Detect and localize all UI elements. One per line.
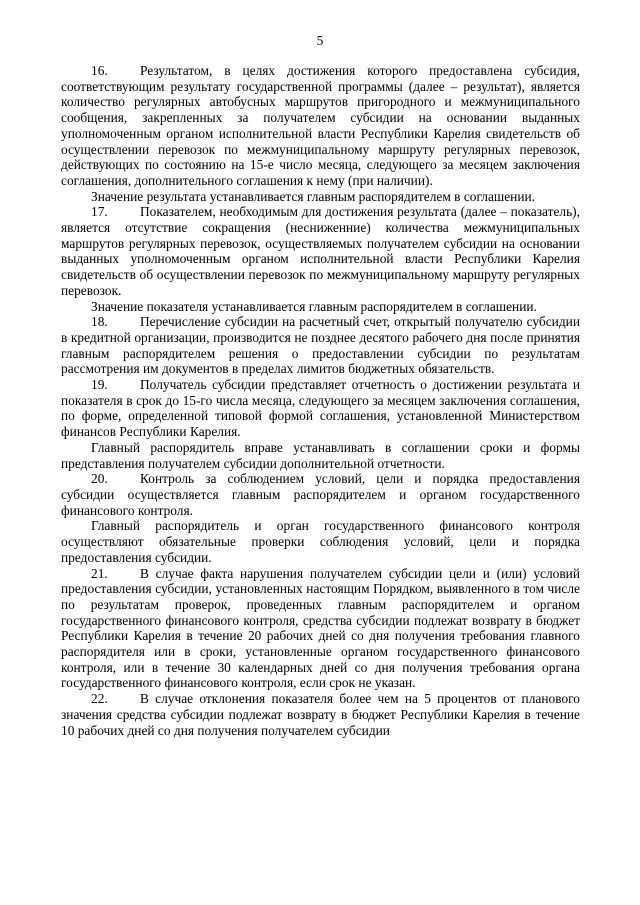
paragraph-17 bbox=[61, 204, 580, 298]
document-body bbox=[61, 63, 580, 738]
paragraph-16 bbox=[61, 63, 580, 189]
paragraph-text: Получатель субсидии представляет отчетность о достижении результата и показателя в срок до 15-го числа месяца, следующего за месяцем заключения соглашения, по форме, определенной типовой формой соглашения, установленной Министерством финансов Республики Карелия. bbox=[61, 377, 580, 440]
paragraph-19 bbox=[61, 377, 580, 440]
paragraph-16-result-value bbox=[61, 189, 580, 205]
paragraph-text: Результатом, в целях достижения которого предоставлена субсидия, соответствующим результату государственной программы (далее – результат), является количество регулярных автобусных маршрутов пригородного и межмуниципального сообщения, закрепленных за получателем субсидии на основании выданных уполномоченным органом исполнительной власти Республики Карелия свидетельств об осуществлении перевозок по межмуниципальному маршруту регулярных перевозок, действующих по состоянию на 15-е число месяца, следующего за месяцем заключения соглашения, дополнительного соглашения к нему (при наличии). bbox=[61, 63, 580, 188]
paragraph-18 bbox=[61, 314, 580, 377]
paragraph-22 bbox=[61, 691, 580, 738]
paragraph-17-indicator-value bbox=[61, 299, 580, 315]
page-number: 5 bbox=[316, 33, 324, 48]
paragraph-number: 18. bbox=[91, 314, 108, 330]
paragraph-text: В случае отклонения показателя более чем на 5 процентов от планового значения средства субсидии подлежат возврату в бюджет Республики Карелия в течение 10 рабочих дней со дня получения получателем субсидии bbox=[61, 691, 580, 738]
paragraph-number: 19. bbox=[91, 377, 108, 393]
paragraph-20-inspections bbox=[61, 518, 580, 565]
paragraph-text: Показателем, необходимым для достижения результата (далее – показатель), является отсутствие сокращения (несниженние) количества межмуниципальных маршрутов регулярных перевозок, осуществляемых получателем субсидии на основании выданных уполномоченным органом исполнительной власти Республики Карелия свидетельств об осуществлении перевозок по межмуниципальному маршруту регулярных перевозок. bbox=[61, 204, 580, 298]
paragraph-number: 17. bbox=[91, 204, 108, 220]
paragraph-text: В случае факта нарушения получателем субсидии цели и (или) условий предоставления субсидии, установленных настоящим Порядком, выявленного в том числе по результатам проверок, проведенных главным распорядителем и органом государственного финансового контроля, средства субсидии подлежат возврату в бюджет Республики Карелия в течение 20 рабочих дней со дня получения требования главного распорядителя или в сроки, установленные органом государственного финансового контроля, или в течение 30 календарных дней со дня получения требования органа государственного финансового контроля, если срок не указан. bbox=[61, 565, 580, 691]
paragraph-text: Значение показателя устанавливается главным распорядителем в соглашении. bbox=[91, 298, 537, 314]
paragraph-19-additional-reporting bbox=[61, 440, 580, 471]
paragraph-number: 21. bbox=[91, 565, 108, 581]
paragraph-number: 20. bbox=[91, 471, 108, 487]
paragraph-text: Главный распорядитель и орган государственного финансового контроля осуществляют обязательные проверки соблюдения условий, цели и порядка предоставления субсидии. bbox=[61, 518, 580, 565]
paragraph-text: Контроль за соблюдением условий, цели и порядка предоставления субсидии осуществляется главным распорядителем и органом государственного финансового контроля. bbox=[61, 471, 580, 518]
paragraph-text: Значение результата устанавливается главным распорядителем в соглашении. bbox=[91, 188, 536, 204]
paragraph-20 bbox=[61, 471, 580, 518]
paragraph-number: 16. bbox=[91, 63, 108, 78]
paragraph-21 bbox=[61, 566, 580, 692]
paragraph-text: Перечисление субсидии на расчетный счет, открытый получателю субсидии в кредитной организации, производится не позднее десятого рабочего дня после принятия главным распорядителем решения о предоставлении субсидии по результатам рассмотрения им документов в пределах лимитов бюджетных обязательств. bbox=[61, 314, 580, 377]
paragraph-text: Главный распорядитель вправе устанавливать в соглашении сроки и формы представления получателем субсидии дополнительной отчетности. bbox=[61, 439, 580, 471]
paragraph-number: 22. bbox=[91, 691, 108, 707]
